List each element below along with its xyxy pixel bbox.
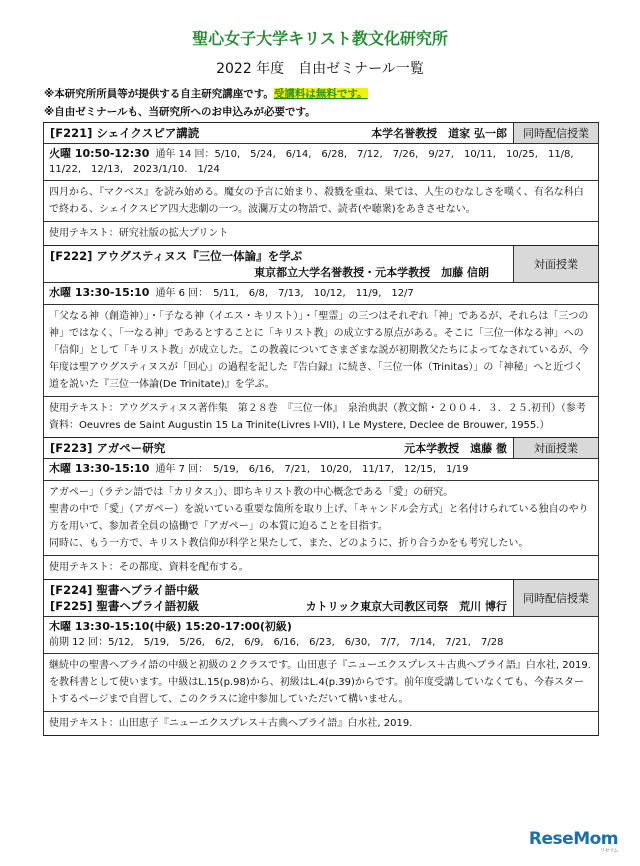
course-description: [44, 305, 598, 397]
course-description: [44, 654, 598, 712]
note-line-1: [44, 86, 368, 101]
course-title: [F221] シェイクスピア講読: [50, 126, 200, 140]
schedule-day: 水曜 13:30-15:10: [49, 286, 150, 299]
logo-brand-b: Mom: [573, 829, 618, 849]
page-subtitle: 2022 年度 自由ゼミナール一覧: [216, 61, 424, 77]
course-header: [44, 580, 598, 617]
course-header: [44, 123, 598, 144]
description-paragraph: 四月から、『マクベス』を読み始める。魔女の予言に始まり、殺戮を重ね、果ては、人生のむなしさを嘆く、有名な科白で終わる、シェイクスピア四大悲劇の一つ。波瀾万丈の物語で、読者(や聴衆)をあきさせない。: [49, 187, 584, 215]
course-lecturer: 元本学教授 遠藤 徹: [404, 442, 507, 455]
schedule-day: 木曜 13:30-15:10(中級) 15:20-17:00(初級): [49, 620, 292, 633]
course-textbook: 使用テキスト：アウグスティヌス著作集 第２８巻 『三位一体』 泉治典訳（教文館・２００４．３．２５.初刊）（参考資料：Oeuvres de Saint Augustin 15 La Trinite(Livres I-VII), I Le Mystere, Declee de Brouwer, 1955.）: [44, 397, 598, 438]
course-block-f224-f225: [43, 580, 599, 736]
course-lecturer: 東京都立大学名誉教授・元本学教授 加藤 信朗: [254, 266, 489, 279]
course-lecturer: 本学名誉教授 道家 弘一郎: [371, 127, 507, 140]
course-title: [F223] アガペー研究: [50, 441, 166, 455]
course-schedule: [44, 283, 598, 305]
schedule-day: 火曜 10:50-12:30: [49, 147, 150, 160]
note-text: ※本研究所所員等が提供する自主研究講座です。: [44, 88, 274, 100]
logo-tagline: リセマム: [600, 848, 618, 854]
delivery-mode-badge: 対面授業: [513, 246, 598, 282]
course-description: [44, 181, 598, 222]
course-schedule: [44, 617, 598, 654]
course-table: [43, 122, 599, 736]
logo-brand-a: Rese: [528, 829, 574, 849]
delivery-mode-badge: 同時配信授業: [513, 123, 598, 143]
course-textbook: 使用テキスト：研究社版の拡大プリント: [44, 222, 598, 246]
course-block-f222: [43, 246, 599, 438]
course-block-f223: [43, 438, 599, 580]
delivery-mode-badge: 対面授業: [513, 438, 598, 458]
schedule-day: 木曜 13:30-15:10: [49, 462, 150, 475]
schedule-dates: 前期 12 回：5/12, 5/19, 5/26, 6/2, 6/9, 6/16, 6/23, 6/30, 7/7, 7/14, 7/21, 7/28: [49, 637, 504, 648]
course-title: [F224] 聖書ヘブライ語中級: [50, 583, 200, 597]
schedule-dates: 通年 7 回： 5/19, 6/16, 7/21, 10/20, 11/17, 12/15, 1/19: [155, 464, 469, 475]
course-textbook: 使用テキスト：山田恵子『ニューエクスプレス＋古典ヘブライ語』白水社, 2019.: [44, 712, 598, 736]
description-paragraph: 聖書の中で「愛」（アガペー）を説いている重要な箇所を取り上げ、「キャンドル会方式」と名付けられている独自のやり方を用いて、参加者全員の協働で「アガペー」の本質に迫ることを目指す。: [49, 504, 589, 532]
description-paragraph: アガペー」（ラテン語では「カリタス」）、即ちキリスト教の中心概念である「愛」の研究。: [49, 487, 454, 498]
course-title: [F222] アウグスティヌス『三位一体論』を学ぶ: [50, 249, 303, 263]
course-schedule: [44, 459, 598, 481]
course-lecturer: カトリック東京大司教区司祭 荒川 博行: [305, 600, 507, 613]
course-schedule: [44, 144, 598, 181]
description-paragraph: 「父なる神（創造神）」・「子なる神（イエス・キリスト）」・「聖霊」の三つはそれぞれ「神」であるが、それらは「三つの神」ではなく、「一なる神」であるとすることに「キリスト教」の成立する原点がある。そこに「三位一体なる神」への「信仰」として「キリスト教」が成立した。この教義についてさまざまな説が初期教父たちによってなされているが、今年度は聖アウグスティヌスが「回心」の過程を記した『告白録』に続き、「三位一体（Trinitas）」の「神秘」へと近づく道を説いた『三位一体論(De Trinitate)』を学ぶ。: [49, 311, 589, 390]
schedule-dates: 通年 6 回： 5/11, 6/8, 7/13, 10/12, 11/9, 12/7: [155, 288, 414, 299]
delivery-mode-badge: 同時配信授業: [513, 580, 598, 616]
schedule-dates: 通年 14 回：5/10, 5/24, 6/14, 6/28, 7/12, 7/26, 9/27, 10/11, 10/25, 11/8, 11/22, 12/13, 2023/1/10. 1/24: [49, 149, 584, 175]
free-fee-highlight: 受講料は無料です。: [273, 88, 368, 100]
course-header: [44, 438, 598, 459]
course-title-secondary: [F225] 聖書ヘブライ語初級: [50, 599, 200, 613]
course-description: [44, 481, 598, 556]
page-title: 聖心女子大学キリスト教文化研究所: [192, 29, 448, 48]
resemom-logo: [529, 829, 618, 854]
course-block-f221: [43, 123, 599, 246]
note-line-2: ※自由ゼミナールも、当研究所へのお申込みが必要です。: [44, 106, 316, 118]
description-paragraph: 同時に、もう一方で、キリスト教信仰が科学と果たして、また、どのように、折り合うかをも考究したい。: [49, 538, 529, 549]
description-paragraph: 継続中の聖書ヘブライ語の中級と初級の２クラスです。山田恵子『ニューエクスプレス＋古典ヘブライ語』白水社, 2019. を教科書として使います。中級はL.15(p.98)から、初級はL.4(p.39)からです。前年度受講していなくても、今春スタートするページまで自習して、このクラスに途中参加していただいて構いません。: [49, 660, 591, 705]
course-textbook: 使用テキスト：その都度、資料を配布する。: [44, 556, 598, 580]
course-header: [44, 246, 598, 283]
